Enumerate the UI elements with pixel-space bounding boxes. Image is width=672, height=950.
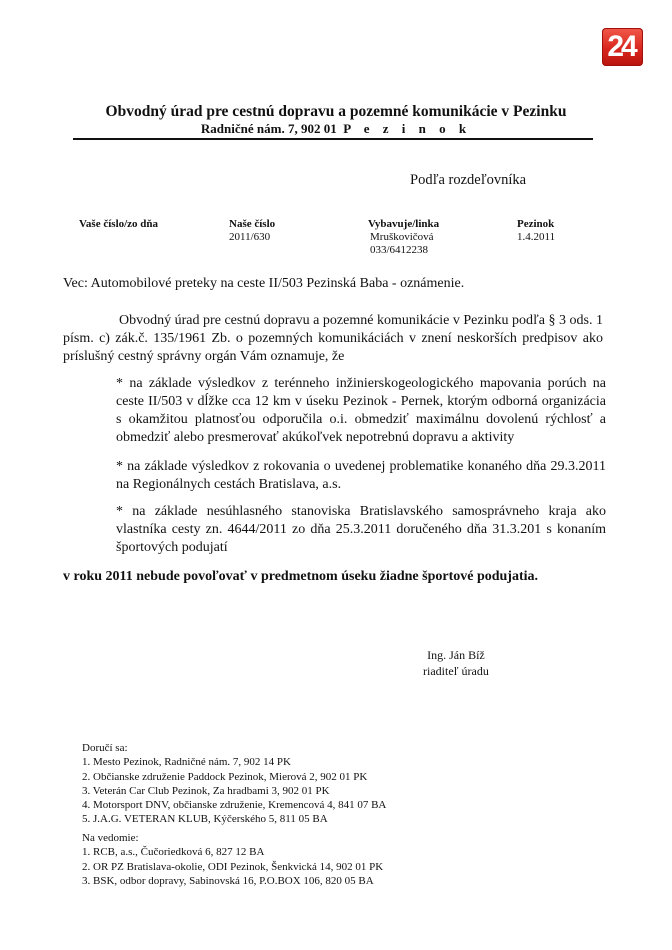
delivery-list <box>82 741 386 827</box>
ref-our-number-value: 2011/630 <box>229 231 271 243</box>
intro-text: Obvodný úrad pre cestnú dopravu a pozemné komunikácie v Pezinku podľa § 3 ods. 1 písm. c) zák.č. 135/1961 Zb. o pozemných komunikáciách v znení neskorších predpisov ako príslušný cestný správny orgán Vám oznamuje, že <box>63 313 603 364</box>
signature-block <box>423 647 489 679</box>
for-information-item: 3. BSK, odbor dopravy, Sabinovská 16, P.O.BOX 106, 820 05 BA <box>82 874 374 887</box>
delivery-item: 4. Motorsport DNV, občianske združenie, Kremencová 4, 841 07 BA <box>82 799 387 812</box>
address-street: Radničné nám. 7, 902 01 <box>200 121 337 136</box>
recipient-line: Podľa rozdeľovníka <box>410 172 527 188</box>
ref-date-value: 1.4.2011 <box>517 231 556 243</box>
address-city: P e z i n o k <box>343 121 472 136</box>
news-24-logo <box>602 28 643 66</box>
bullet-item: * na základe výsledkov z terénneho inžinierskogeologického mapovania porúch na ceste II/503 v dĺžke cca 12 km v úseku Pezinok - Pernek, ktorým odborná organizácia s okamžitou platnosťou odporučila o.i. obmedziť maximálnu dovolenú rýchlosť a obmedziť alebo presmerovať akúkoľvek nepotrebnú dopravu a aktivity <box>116 376 606 445</box>
ref-your-number-label: Vaše číslo/zo dňa <box>79 218 159 230</box>
intro-paragraph <box>63 312 603 366</box>
letterhead-address <box>0 121 672 137</box>
letterhead-divider <box>73 138 593 140</box>
delivery-item: 5. J.A.G. VETERAN KLUB, Kýčerského 5, 811 05 BA <box>82 813 328 826</box>
ref-handled-by-name: Mruškovičová <box>370 231 434 243</box>
ref-handled-by-phone: 033/6412238 <box>370 244 429 256</box>
ref-our-number <box>229 218 275 244</box>
bullet-item: * na základe výsledkov z rokovania o uvedenej problematike konaného dňa 29.3.2011 na Regionálnych cestách Bratislava, a.s. <box>116 459 606 492</box>
subject-line: Vec: Automobilové preteky na ceste II/503 Pezinská Baba - oznámenie. <box>63 276 465 291</box>
ref-place-label: Pezinok <box>517 218 555 230</box>
conclusion-statement: v roku 2011 nebude povoľovať v predmetnom úseku žiadne športové podujatia. <box>63 569 539 584</box>
for-information-item: 2. OR PZ Bratislava-okolie, ODI Pezinok, Šenkvická 14, 902 01 PK <box>82 860 384 873</box>
letterhead-title: Obvodný úrad pre cestnú dopravu a pozemné komunikácie v Pezinku <box>105 103 567 120</box>
ref-handled-by-label: Vybavuje/linka <box>368 218 440 230</box>
for-information-heading: Na vedomie: <box>82 832 139 844</box>
ref-place-date <box>517 218 555 244</box>
for-information-list <box>82 831 383 888</box>
ref-your-number <box>79 218 158 231</box>
bullet-item: * na základe nesúhlasného stanoviska Bratislavského samosprávneho kraja ako vlastníka cesty zn. 4644/2011 zo dňa 25.3.2011 doručeného dňa 31.3.201 s konaním športových podujatí <box>116 504 606 555</box>
delivery-item: 1. Mesto Pezinok, Radničné nám. 7, 902 14 PK <box>82 756 291 769</box>
ref-our-number-label: Naše číslo <box>229 218 276 230</box>
delivery-item: 3. Veterán Car Club Pezinok, Za hradbami 3, 902 01 PK <box>82 784 330 797</box>
for-information-item: 1. RCB, a.s., Čučoriedková 6, 827 12 BA <box>82 846 265 859</box>
ref-handled-by <box>368 218 439 257</box>
logo-text: 24 <box>607 30 635 63</box>
signatory-title: riaditeľ úradu <box>423 664 489 678</box>
delivery-item: 2. Občianske združenie Paddock Pezinok, Mierová 2, 902 01 PK <box>82 770 368 783</box>
delivery-heading: Doručí sa: <box>82 742 128 754</box>
signatory-name: Ing. Ján Bíž <box>427 648 485 662</box>
